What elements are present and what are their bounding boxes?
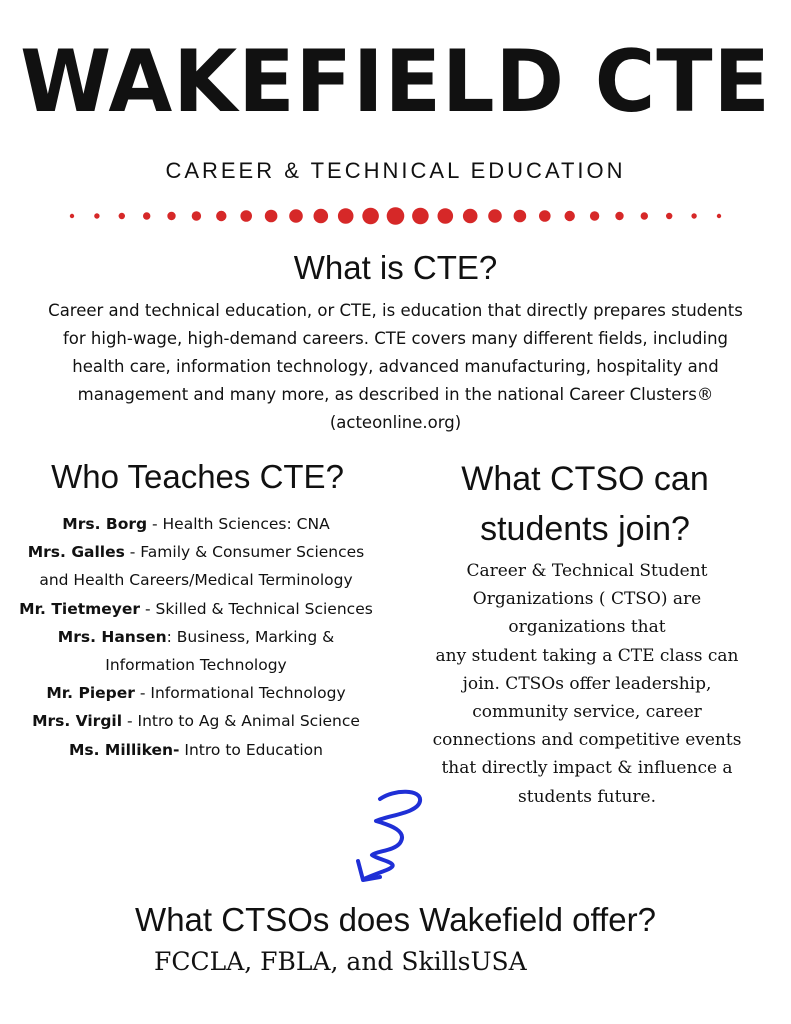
teacher-entry <box>16 679 376 707</box>
page-subtitle: CAREER & TECHNICAL EDUCATION <box>165 158 626 183</box>
divider-dot <box>590 211 599 220</box>
divider-dot <box>514 210 527 223</box>
teacher-entry <box>16 510 376 538</box>
divider-dot <box>167 212 175 220</box>
divider-dot <box>216 211 226 221</box>
teacher-entry <box>16 623 376 679</box>
divider-dot <box>691 213 696 218</box>
teacher-entry <box>16 538 376 594</box>
hand-drawn-arrow-icon <box>350 785 430 885</box>
divider-dot <box>143 212 150 219</box>
what-is-cte-body <box>20 297 771 437</box>
ctso-line: organizations that <box>508 617 666 638</box>
ctso-heading <box>405 454 765 554</box>
teacher-name: Mr. Tietmeyer <box>19 599 141 618</box>
ctso-line: connections and competitive events <box>432 730 742 751</box>
divider-dot <box>412 208 429 225</box>
teacher-subject: - Informational Technology <box>134 684 346 703</box>
divider-dot <box>119 213 125 219</box>
who-teaches-heading: Who Teaches CTE? <box>51 458 344 495</box>
what-is-cte-line: health care, information technology, advanced manufacturing, hospitality and <box>72 357 719 376</box>
ctso-line: any student taking a CTE class can <box>435 645 739 666</box>
divider-dot <box>666 213 672 219</box>
teacher-entry <box>16 707 376 735</box>
offer-list: FCCLA, FBLA, and SkillsUSA <box>154 947 527 976</box>
ctso-heading-line: What CTSO can <box>461 460 709 498</box>
what-is-cte-heading: What is CTE? <box>293 249 498 286</box>
divider-dot <box>314 209 329 224</box>
what-is-cte-line: for high-wage, high-demand careers. CTE covers many different fields, including <box>62 329 729 348</box>
divider-dot <box>240 210 252 222</box>
divider-dot <box>338 208 354 224</box>
divider-dot <box>641 212 648 219</box>
ctso-body <box>392 557 782 811</box>
teacher-name: Mrs. Galles <box>27 543 125 562</box>
what-is-cte-line: management and many more, as described in the national Career Clusters® <box>77 385 714 404</box>
divider-dot <box>94 213 99 218</box>
divider-dot <box>70 214 74 218</box>
divider-dot <box>565 211 575 221</box>
ctso-line: join. CTSOs offer leadership, <box>462 673 712 694</box>
divider-dot <box>265 210 278 223</box>
divider-dot <box>539 210 551 222</box>
teacher-subject: Intro to Education <box>179 740 323 759</box>
teacher-entry <box>16 595 376 623</box>
divider-dot <box>717 214 721 218</box>
teacher-subject: - Intro to Ag & Animal Science <box>122 712 360 731</box>
teacher-name: Mrs. Virgil <box>32 712 123 731</box>
teacher-name: Ms. Milliken- <box>69 740 180 759</box>
divider-dot <box>362 208 379 225</box>
page-title: WAKEFIELD CTE <box>20 32 771 132</box>
teacher-subject: - Family & Consumer Sciences and Health Careers/Medical Terminology <box>39 543 365 590</box>
divider-dot <box>438 208 454 224</box>
ctso-heading-line: students join? <box>480 510 690 548</box>
ctso-line: that directly impact & influence a <box>441 758 733 779</box>
ctso-line: Career & Technical Student <box>466 561 708 581</box>
ctso-line: Organizations ( CTSO) are <box>472 589 702 610</box>
teacher-entry <box>16 736 376 764</box>
teacher-subject: : Business, Marking & Information Technology <box>105 627 335 675</box>
dotted-divider <box>60 205 731 227</box>
what-is-cte-line: Career and technical education, or CTE, is education that directly prepares students <box>48 301 743 320</box>
divider-dot <box>488 209 502 223</box>
offer-heading: What CTSOs does Wakefield offer? <box>135 901 656 938</box>
divider-dot <box>463 209 478 224</box>
teacher-name: Mr. Pieper <box>46 684 135 703</box>
teacher-list <box>16 510 376 764</box>
divider-dot <box>192 211 201 220</box>
divider-dot <box>615 212 623 220</box>
ctso-line: community service, career <box>472 702 702 723</box>
divider-dot <box>387 207 405 225</box>
teacher-name: Mrs. Borg <box>62 515 148 533</box>
what-is-cte-line: (acteonline.org) <box>329 413 462 432</box>
divider-dot <box>289 209 303 223</box>
teacher-subject: - Health Sciences: CNA <box>147 515 330 533</box>
teacher-subject: - Skilled & Technical Sciences <box>140 599 373 618</box>
ctso-line: students future. <box>518 786 656 807</box>
teacher-name: Mrs. Hansen <box>57 627 167 646</box>
